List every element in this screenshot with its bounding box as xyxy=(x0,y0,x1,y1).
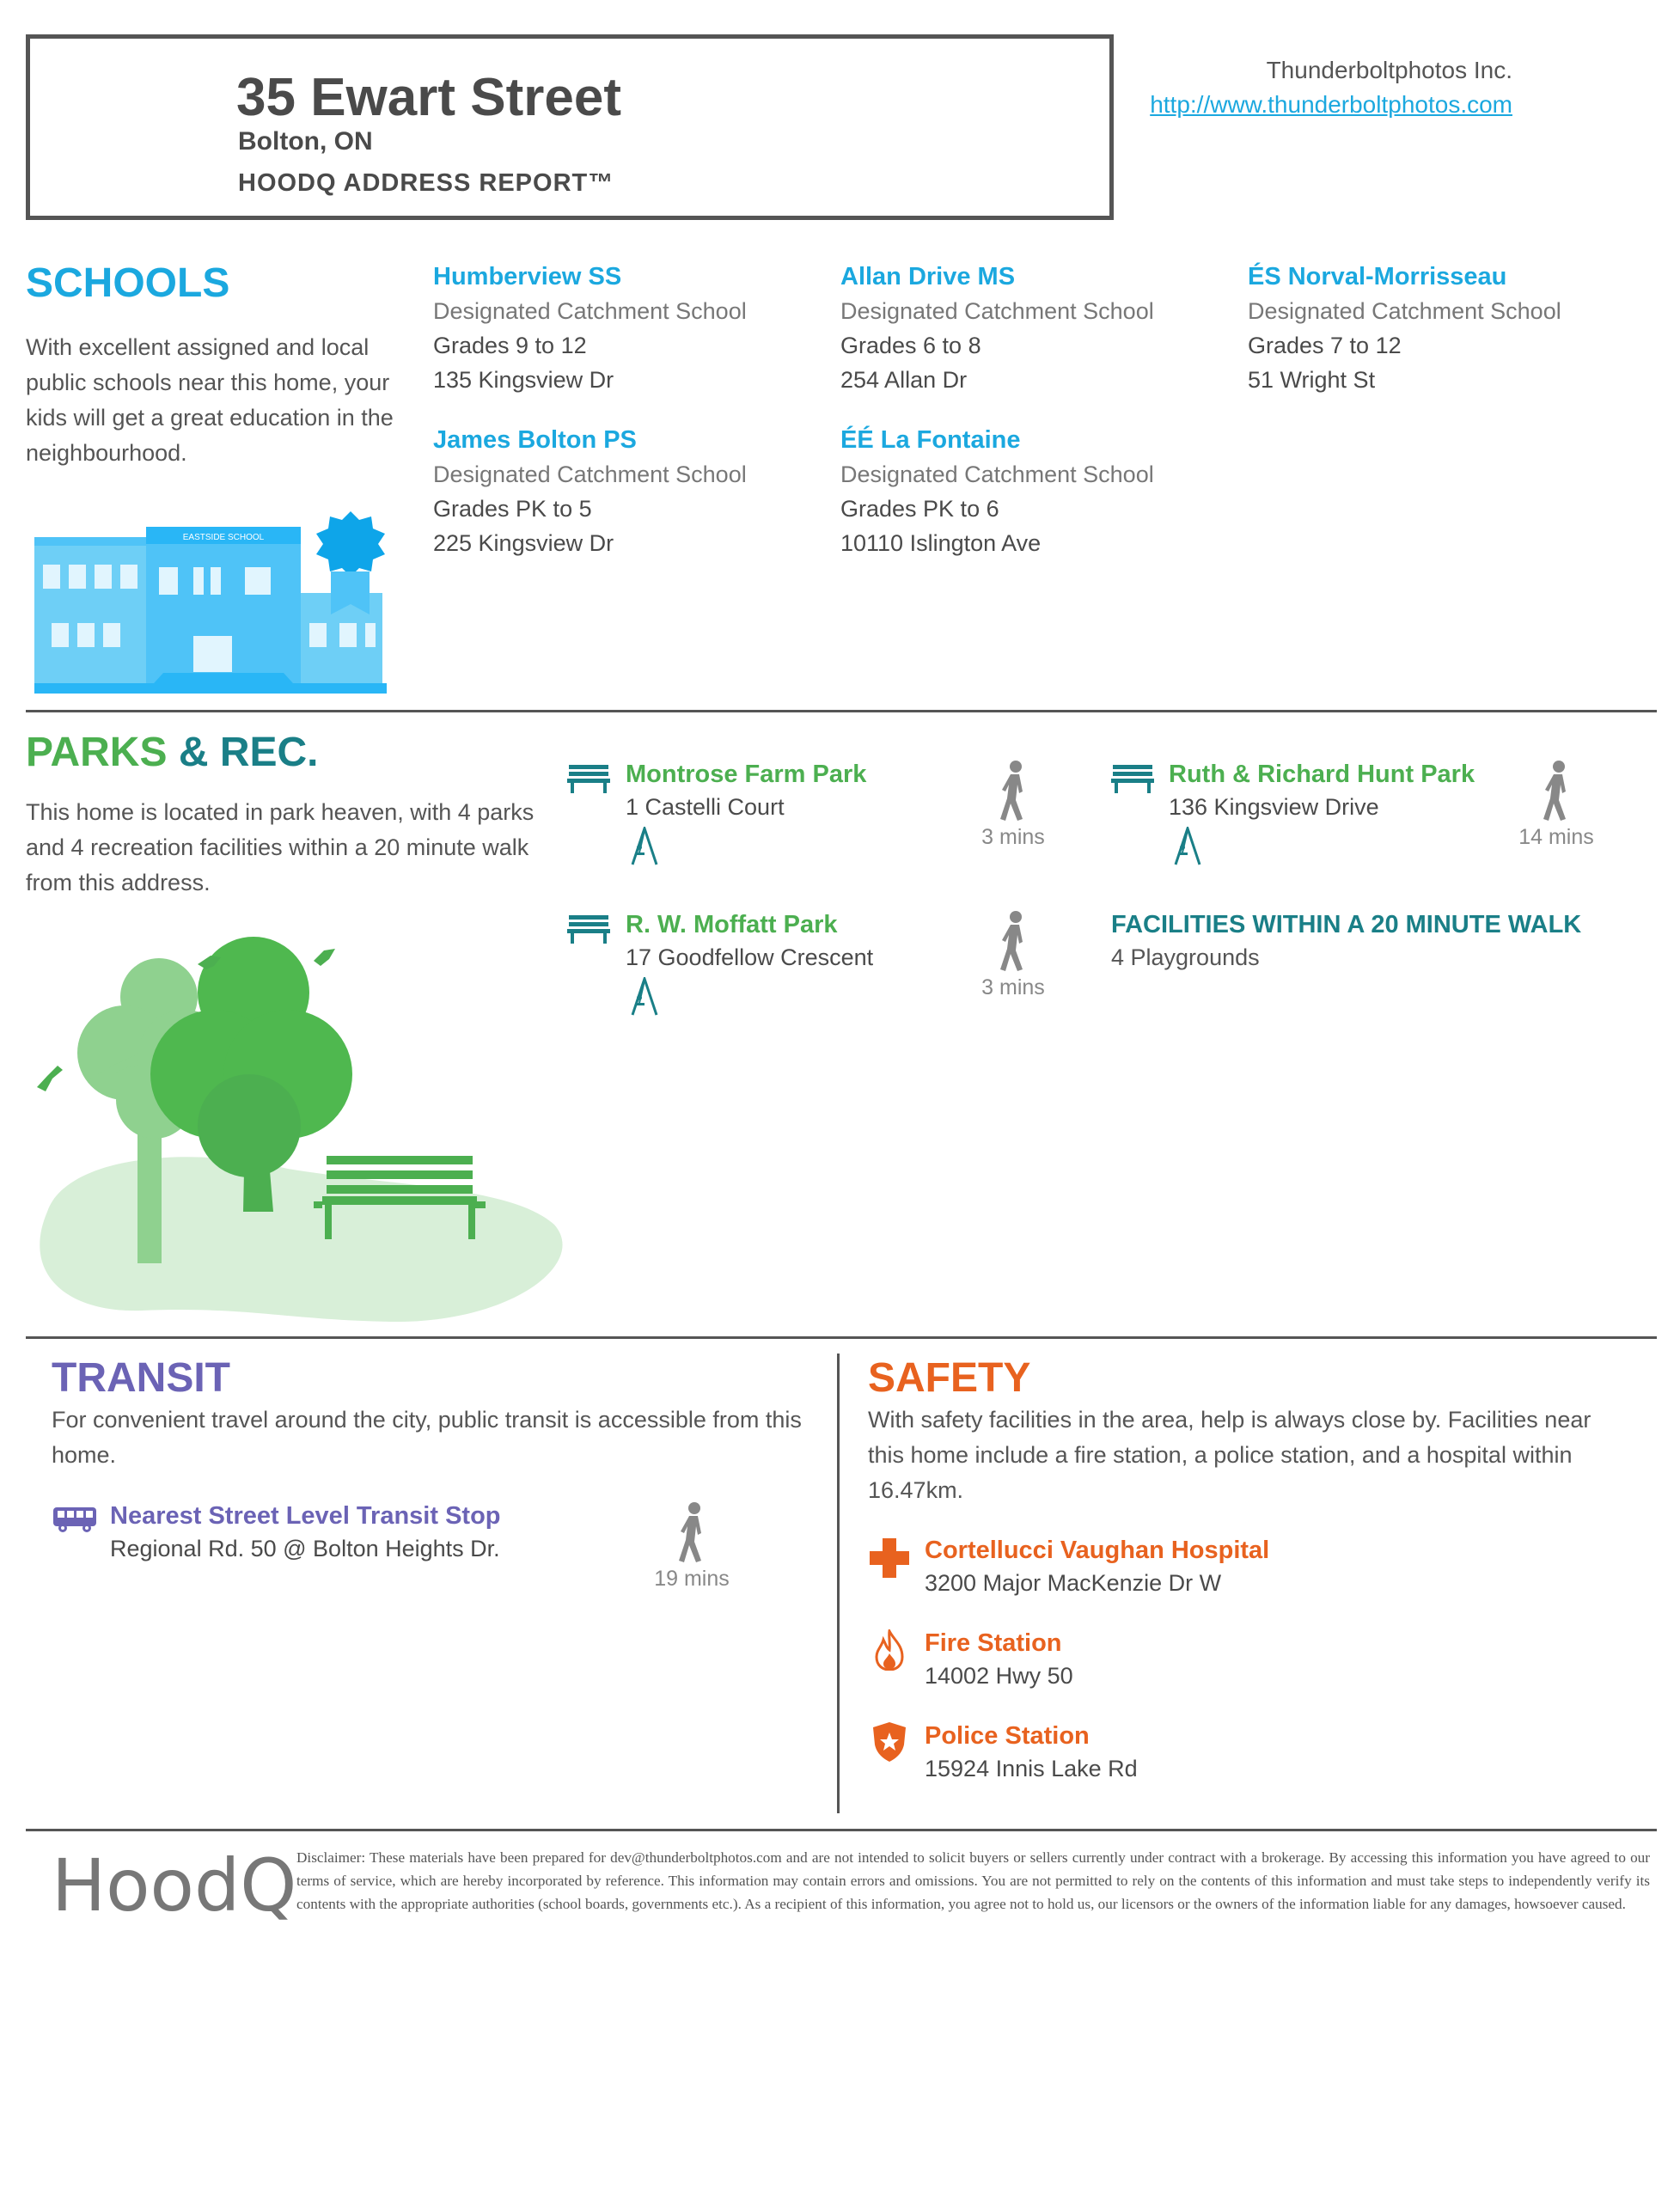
address-title: 35 Ewart Street xyxy=(236,68,621,127)
safety-facility-address: 15924 Innis Lake Rd xyxy=(925,1756,1138,1781)
school-name[interactable]: James Bolton PS xyxy=(433,426,637,454)
walk-time: 14 mins xyxy=(1518,825,1594,849)
school-grades: Grades 6 to 8 xyxy=(840,333,981,358)
school-address: 135 Kingsview Dr xyxy=(433,367,614,393)
safety-facility-address: 14002 Hwy 50 xyxy=(925,1663,1073,1689)
school-name[interactable]: Humberview SS xyxy=(433,263,622,290)
school-type: Designated Catchment School xyxy=(1248,298,1561,324)
park-address: 1 Castelli Court xyxy=(626,794,785,820)
school-grades: Grades PK to 6 xyxy=(840,496,999,522)
park-name[interactable]: R. W. Moffatt Park xyxy=(626,911,838,938)
bench-icon xyxy=(567,763,610,794)
section-divider xyxy=(26,710,1657,712)
schools-title: SCHOOLS xyxy=(26,260,230,306)
facilities-list: 4 Playgrounds xyxy=(1111,944,1260,970)
transit-description: For convenient travel around the city, public transit is accessible from this home. xyxy=(52,1407,802,1468)
company-link[interactable]: http://www.thunderboltphotos.com xyxy=(1150,91,1512,118)
safety-facility-name[interactable]: Cortellucci Vaughan Hospital xyxy=(925,1537,1270,1564)
playground-swing-icon xyxy=(629,827,660,866)
safety-facility-name[interactable]: Fire Station xyxy=(925,1629,1062,1657)
playground-swing-icon xyxy=(629,977,660,1017)
safety-title: SAFETY xyxy=(868,1355,1031,1401)
facilities-title: FACILITIES WITHIN A 20 MINUTE WALK xyxy=(1111,911,1582,938)
school-name[interactable]: ÉÉ La Fontaine xyxy=(840,426,1021,454)
walk-time: 3 mins xyxy=(981,975,1045,999)
fire-icon xyxy=(875,1629,904,1671)
walking-person-icon xyxy=(997,911,1031,971)
school-card xyxy=(840,260,1219,397)
hospital-cross-icon xyxy=(870,1538,909,1578)
school-address: 254 Allan Dr xyxy=(840,367,968,393)
school-address: 10110 Islington Ave xyxy=(840,530,1042,556)
school-type: Designated Catchment School xyxy=(840,298,1154,324)
playground-swing-icon xyxy=(1172,827,1203,866)
safety-facility-name[interactable]: Police Station xyxy=(925,1722,1090,1750)
school-grades: Grades PK to 5 xyxy=(433,496,592,522)
school-card xyxy=(433,260,811,397)
report-label: HOODQ ADDRESS REPORT™ xyxy=(238,169,614,197)
footer-divider xyxy=(26,1829,1657,1831)
walking-person-icon xyxy=(675,1502,710,1562)
section-divider xyxy=(26,1336,1657,1339)
police-badge-icon xyxy=(873,1722,906,1762)
hoodq-logo: HoodQ xyxy=(52,1843,297,1928)
transit-stop-title[interactable]: Nearest Street Level Transit Stop xyxy=(110,1502,501,1530)
park-name[interactable]: Ruth & Richard Hunt Park xyxy=(1169,761,1475,788)
transit-title: TRANSIT xyxy=(52,1355,230,1401)
walking-person-icon xyxy=(1540,761,1574,821)
parks-title-b: & REC. xyxy=(178,730,319,775)
school-type: Designated Catchment School xyxy=(840,461,1154,487)
park-address: 136 Kingsview Drive xyxy=(1169,794,1379,820)
parks-title xyxy=(26,729,319,776)
disclaimer-text: Disclaimer: These materials have been prepared for dev@thunderboltphotos.com and are not intended to solicit buyers or sellers currently under contract with a brokerage. By accessing this information you have agreed to our terms of service, which are hereby incorporated by reference. This information may contain errors and omissions. You are not permitted to rely on the contents of this information and must take steps to independently verify its contents with the appropriate authorities (school boards, governments etc.). As a recipient of this information, you agree not to hold us, our licensors or the owners of the information liable for any damages, howsoever caused. xyxy=(296,1849,1650,1912)
school-grades: Grades 7 to 12 xyxy=(1248,333,1402,358)
school-sign: EASTSIDE SCHOOL xyxy=(182,533,265,542)
column-divider xyxy=(837,1354,840,1813)
safety-facility-address: 3200 Major MacKenzie Dr W xyxy=(925,1570,1222,1596)
park-address: 17 Goodfellow Crescent xyxy=(626,944,874,970)
parks-title-a: PARKS xyxy=(26,730,168,775)
park-illustration xyxy=(30,928,571,1332)
school-address: 225 Kingsview Dr xyxy=(433,530,614,556)
school-type: Designated Catchment School xyxy=(433,298,747,324)
company-name: Thunderboltphotos Inc. xyxy=(1266,57,1512,83)
school-building-illustration xyxy=(34,511,412,700)
school-grades: Grades 9 to 12 xyxy=(433,333,587,358)
school-type: Designated Catchment School xyxy=(433,461,747,487)
school-card xyxy=(840,423,1219,560)
walk-time: 19 mins xyxy=(654,1567,730,1591)
school-card xyxy=(433,423,811,560)
bench-icon xyxy=(1111,763,1154,794)
school-name[interactable]: Allan Drive MS xyxy=(840,263,1016,290)
address-city: Bolton, ON xyxy=(238,127,373,156)
bench-icon xyxy=(567,914,610,944)
school-name[interactable]: ÉS Norval-Morrisseau xyxy=(1248,263,1507,290)
transit-stop-address: Regional Rd. 50 @ Bolton Heights Dr. xyxy=(110,1536,500,1561)
schools-description: With excellent assigned and local public schools near this home, your kids will get a great education in the neighbourhood. xyxy=(26,334,394,466)
safety-description: With safety facilities in the area, help is always close by. Facilities near this home include a fire station, a police station, and a hospital within 16.47km. xyxy=(868,1407,1591,1503)
walking-person-icon xyxy=(997,761,1031,821)
park-name[interactable]: Montrose Farm Park xyxy=(626,761,867,788)
school-card xyxy=(1248,260,1626,397)
walk-time: 3 mins xyxy=(981,825,1045,849)
bus-icon xyxy=(53,1506,96,1533)
parks-description: This home is located in park heaven, with 4 parks and 4 recreation facilities within a 20 minute walk from this address. xyxy=(26,799,535,895)
school-address: 51 Wright St xyxy=(1248,367,1376,393)
